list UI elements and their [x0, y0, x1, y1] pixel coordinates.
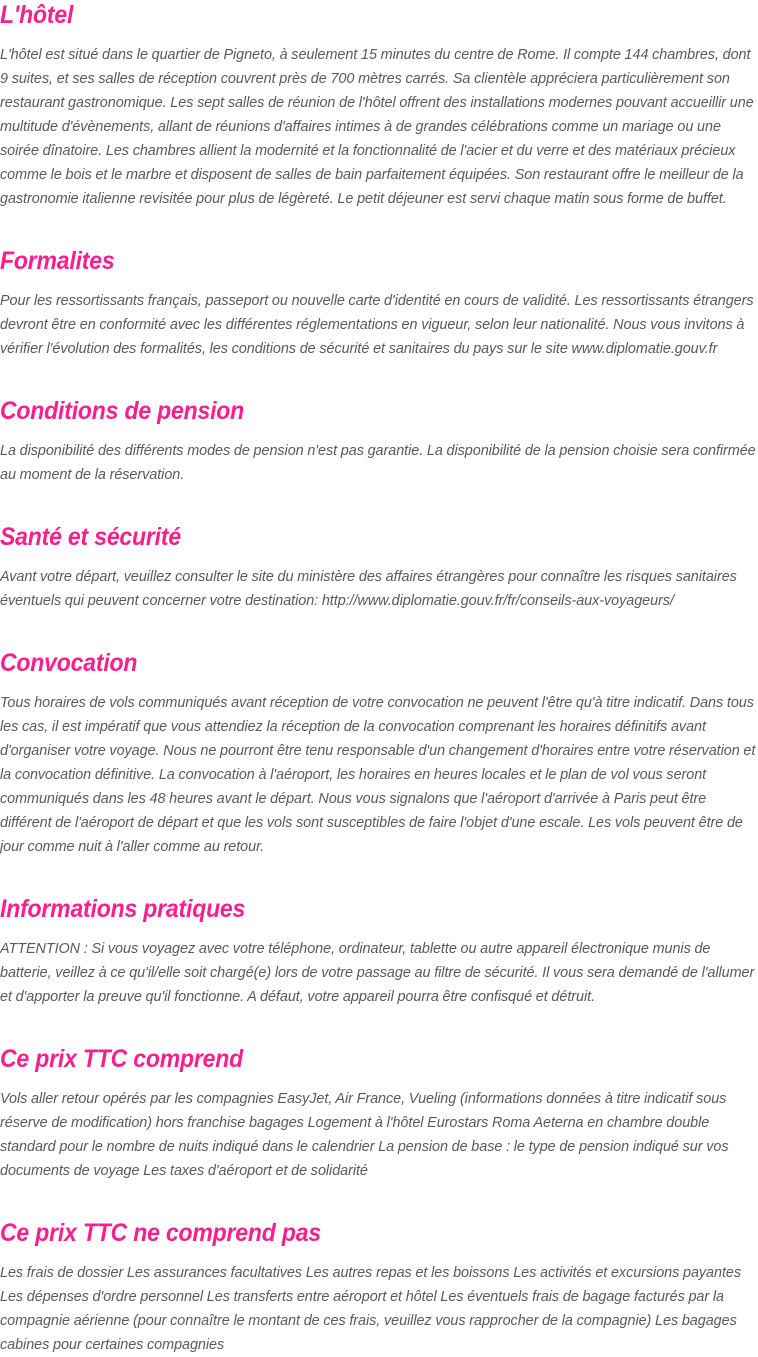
section-informations-pratiques [0, 894, 758, 1009]
section-heading-convocation: Convocation [0, 649, 138, 677]
spacer [0, 678, 758, 691]
section-body-informations-pratiques: ATTENTION : Si vous voyagez avec votre téléphone, ordinateur, tablette ou autre appareil électronique munis de batterie, veillez à ce qu'il/elle soit chargé(e) lors de votre passage au filtre de sécurité. Il vous sera demandé de l'allumer et d'apporter la preuve qu'il fonctionne. A défaut, votre appareil pourra être confisqué et détruit. [0, 941, 755, 1005]
section-sante-et-securite [0, 522, 758, 613]
section-heading-informations-pratiques: Informations pratiques [0, 895, 246, 923]
spacer [0, 859, 758, 894]
spacer [0, 552, 758, 565]
spacer [0, 1009, 758, 1044]
section-ce-prix-ttc-comprend [0, 1044, 758, 1183]
section-body-hotel: L'hôtel est situé dans le quartier de Pigneto, à seulement 15 minutes du centre de Rome. Il compte 144 chambres, dont 9 suites, et ses salles de réception couvrent près de 700 mètres carrés. Sa clientèle appréciera particulièrement son restaurant gastronomique. Les sept salles de réunion de l'hôtel offrent des installations modernes pouvant accueillir une multitude d'évènements, allant de réunions d'affaires intimes à de grandes célébrations comme un mariage ou une soirée dînatoire. Les chambres allient la modernité et la fonctionnalité de l'acier et du verre et des matériaux précieux comme le bois et le marbre et disposent de salles de bain parfaitement équipées. Son restaurant offre le meilleur de la gastronomie italienne revisitée pour plus de légèreté. Le petit déjeuner est servi chaque matin sous forme de buffet. [0, 47, 754, 207]
section-ce-prix-ttc-ne-comprend-pas [0, 1218, 758, 1357]
spacer [0, 1248, 758, 1261]
spacer [0, 276, 758, 289]
section-body-ce-prix-ttc-comprend: Vols aller retour opérés par les compagnies EasyJet, Air France, Vueling (informations données à titre indicatif sous réserve de modification) hors franchise bagages Logement à l'hôtel Eurostars Roma Aeterna en chambre double standard pour le nombre de nuits indiqué dans le calendrier La pension de base : le type de pension indiqué sur vos documents de voyage Les taxes d'aéroport et de solidarité [0, 1091, 729, 1179]
section-convocation [0, 648, 758, 859]
spacer [0, 1074, 758, 1087]
spacer [0, 487, 758, 522]
section-heading-ce-prix-ttc-ne-comprend-pas: Ce prix TTC ne comprend pas [0, 1219, 321, 1247]
section-body-sante-et-securite: Avant votre départ, veuillez consulter le site du ministère des affaires étrangères pour connaître les risques sanitaires éventuels qui peuvent concerner votre destination: http://www.diplomatie.gouv.fr/fr/conseils-aux-voyageurs/ [0, 569, 737, 609]
section-heading-formalites: Formalites [0, 247, 115, 275]
section-body-ce-prix-ttc-ne-comprend-pas: Les frais de dossier Les assurances facultatives Les autres repas et les boissons Les activités et excursions payantes Les dépenses d'ordre personnel Les transferts entre aéroport et hôtel Les éventuels frais de bagage facturés par la compagnie aérienne (pour connaître le montant de ces frais, veuillez vous rapprocher de la compagnie) Les bagages cabines pour certaines compagnies [0, 1265, 742, 1353]
section-conditions-de-pension [0, 396, 758, 487]
spacer [0, 924, 758, 937]
spacer [0, 361, 758, 396]
section-body-formalites: Pour les ressortissants français, passeport ou nouvelle carte d'identité en cours de validité. Les ressortissants étrangers devront être en conformité avec les différentes réglementations en vigueur, selon leur nationalité. Nous vous invitons à vérifier l'évolution des formalités, les conditions de sécurité et sanitaires du pays sur le site www.diplomatie.gouv.fr [0, 293, 754, 357]
spacer [0, 613, 758, 648]
spacer [0, 30, 758, 43]
spacer [0, 211, 758, 246]
section-formalites [0, 246, 758, 361]
section-heading-sante-et-securite: Santé et sécurité [0, 523, 181, 551]
section-heading-conditions-de-pension: Conditions de pension [0, 397, 245, 425]
spacer [0, 1183, 758, 1218]
section-hotel [0, 0, 758, 211]
spacer [0, 426, 758, 439]
section-body-convocation: Tous horaires de vols communiqués avant réception de votre convocation ne peuvent l'être qu'à titre indicatif. Dans tous les cas, il est impératif que vous attendiez la réception de la convocation comprenant les horaires définitifs avant d'organiser votre voyage. Nous ne pourront être tenu responsable d'un changement d'horaires entre votre réservation et la convocation définitive. La convocation à l'aéroport, les horaires en heures locales et le plan de vol vous seront communiqués dans les 48 heures avant le départ. Nous vous signalons que l'aéroport d'arrivée à Paris peut être différent de l'aéroport de départ et que les vols sont susceptibles de faire l'objet d'une escale. Les vols peuvent être de jour comme nuit à l'aller comme au retour. [0, 695, 756, 855]
section-heading-hotel: L'hôtel [0, 1, 74, 29]
section-body-conditions-de-pension: La disponibilité des différents modes de pension n'est pas garantie. La disponibilité de la pension choisie sera confirmée au moment de la réservation. [0, 443, 756, 483]
section-heading-ce-prix-ttc-comprend: Ce prix TTC comprend [0, 1045, 243, 1073]
